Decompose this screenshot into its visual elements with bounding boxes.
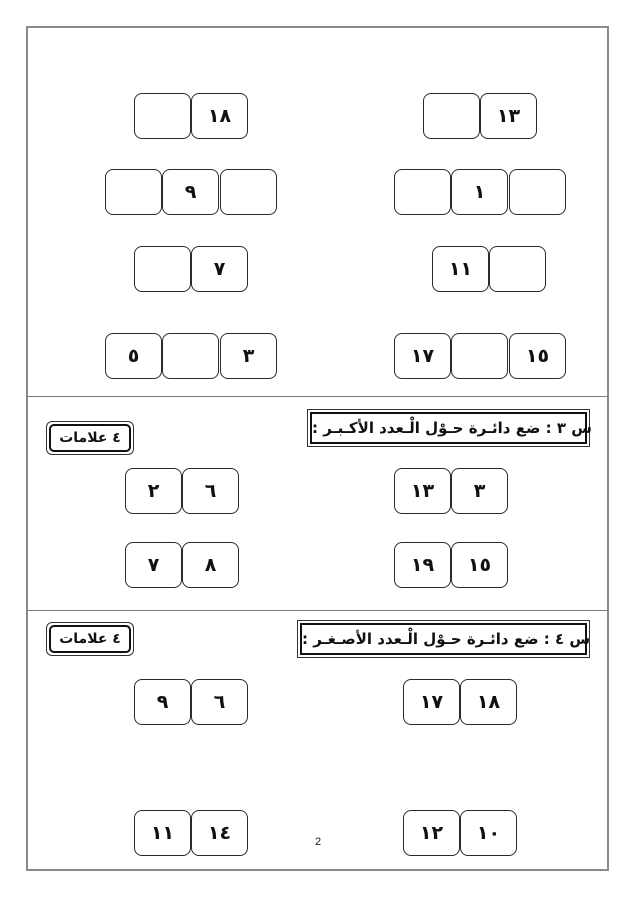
sequence-cell: ١٧ xyxy=(394,333,451,379)
number-cell[interactable]: ١٤ xyxy=(191,810,248,856)
number-cell[interactable]: ١٧ xyxy=(403,679,460,725)
sequence-cell: ١٨ xyxy=(191,93,248,139)
sequence-row-1-right xyxy=(423,93,538,139)
number-cell[interactable]: ٦ xyxy=(191,679,248,725)
sequence-cell xyxy=(451,333,508,379)
q4-marks-badge xyxy=(46,622,134,656)
sequence-cell: ٥ xyxy=(105,333,162,379)
sequence-row-2-right xyxy=(394,169,567,215)
sequence-cell xyxy=(105,169,162,215)
q3-marks-badge xyxy=(46,421,134,455)
number-cell[interactable]: ٧ xyxy=(125,542,182,588)
q3-question-text: س ٣ : ضع دائـرة حـوْل الْـعدد الأكـبـر : xyxy=(310,412,587,444)
page-number: 2 xyxy=(314,836,322,848)
q4-question-text: س ٤ : ضع دائـرة حـوْل الْـعدد الأصـغـر : xyxy=(300,623,587,655)
q4-marks-text: ٤ علامات xyxy=(49,625,131,653)
q4-pair-1-left[interactable] xyxy=(134,679,249,725)
sequence-cell: ٧ xyxy=(191,246,248,292)
sequence-row-3-left xyxy=(134,246,249,292)
q3-marks-text: ٤ علامات xyxy=(49,424,131,452)
number-cell[interactable]: ٩ xyxy=(134,679,191,725)
sequence-cell: ١٥ xyxy=(509,333,566,379)
sequence-row-4-left xyxy=(105,333,278,379)
sequence-row-3-right xyxy=(432,246,547,292)
q4-pair-2-left[interactable] xyxy=(134,810,249,856)
sequence-cell: ١٣ xyxy=(480,93,537,139)
number-cell[interactable]: ٢ xyxy=(125,468,182,514)
number-cell[interactable]: ١٣ xyxy=(394,468,451,514)
sequence-cell: ١ xyxy=(451,169,508,215)
sequence-row-2-left xyxy=(105,169,278,215)
section-divider xyxy=(27,610,609,611)
q4-pair-2-right[interactable] xyxy=(403,810,518,856)
sequence-cell xyxy=(134,246,191,292)
q3-pair-1-right[interactable] xyxy=(394,468,509,514)
sequence-cell xyxy=(423,93,480,139)
sequence-cell xyxy=(394,169,451,215)
sequence-cell xyxy=(489,246,546,292)
q3-pair-2-right[interactable] xyxy=(394,542,509,588)
sequence-cell: ١١ xyxy=(432,246,489,292)
q3-question-box xyxy=(307,409,590,447)
sequence-cell xyxy=(220,169,277,215)
q3-pair-1-left[interactable] xyxy=(125,468,240,514)
sequence-cell: ٣ xyxy=(220,333,277,379)
number-cell[interactable]: ١٥ xyxy=(451,542,508,588)
number-cell[interactable]: ١٨ xyxy=(460,679,517,725)
sequence-row-4-right xyxy=(394,333,567,379)
number-cell[interactable]: ١١ xyxy=(134,810,191,856)
number-cell[interactable]: ٣ xyxy=(451,468,508,514)
number-cell[interactable]: ١٢ xyxy=(403,810,460,856)
q4-pair-1-right[interactable] xyxy=(403,679,518,725)
q3-pair-2-left[interactable] xyxy=(125,542,240,588)
sequence-row-1-left xyxy=(134,93,249,139)
sequence-cell xyxy=(134,93,191,139)
sequence-cell: ٩ xyxy=(162,169,219,215)
sequence-cell xyxy=(509,169,566,215)
sequence-cell xyxy=(162,333,219,379)
number-cell[interactable]: ٨ xyxy=(182,542,239,588)
number-cell[interactable]: ٦ xyxy=(182,468,239,514)
section-divider xyxy=(27,396,609,397)
q4-question-box xyxy=(297,620,590,658)
number-cell[interactable]: ١٠ xyxy=(460,810,517,856)
number-cell[interactable]: ١٩ xyxy=(394,542,451,588)
